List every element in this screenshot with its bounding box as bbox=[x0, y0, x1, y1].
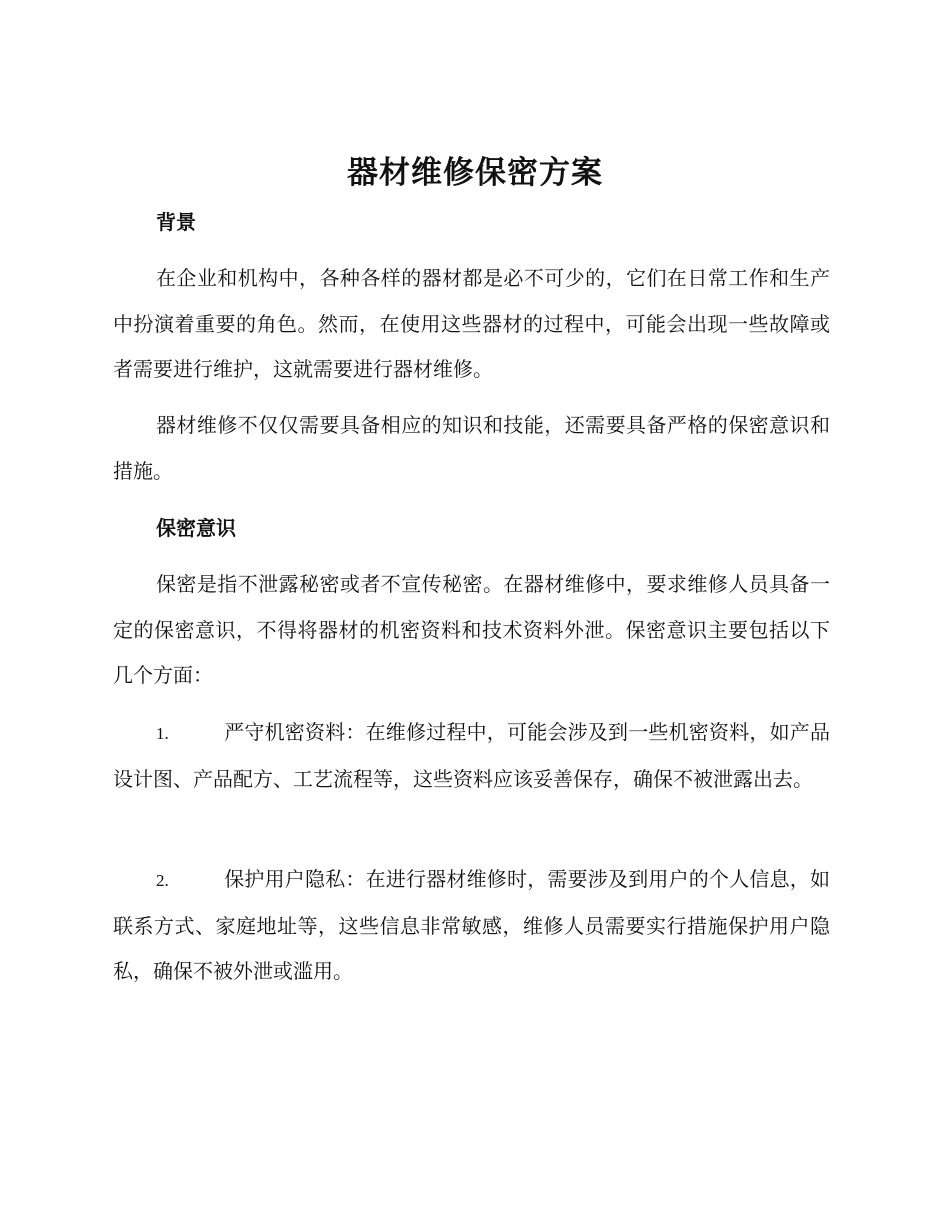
list-item-text: 严守机密资料：在维修过程中，可能会涉及到一些机密资料，如产品设计图、产品配方、工艺流程等，这些资料应该妥善保存，确保不被泄露出去。 bbox=[113, 720, 830, 791]
list-item-number: 1. bbox=[156, 724, 169, 743]
background-paragraph-2: 器材维修不仅仅需要具备相应的知识和技能，还需要具备严格的保密意识和措施。 bbox=[113, 413, 830, 483]
section-heading-confidentiality: 保密意识 bbox=[156, 516, 236, 540]
list-item bbox=[113, 710, 830, 802]
background-paragraph-1: 在企业和机构中，各种各样的器材都是必不可少的，它们在日常工作和生产中扮演着重要的角色。然而，在使用这些器材的过程中，可能会出现一些故障或者需要进行维护，这就需要进行器材维修。 bbox=[113, 266, 830, 381]
confidentiality-paragraph-1: 保密是指不泄露秘密或者不宣传秘密。在器材维修中，要求维修人员具备一定的保密意识，不得将器材的机密资料和技术资料外泄。保密意识主要包括以下几个方面： bbox=[113, 572, 830, 687]
list-item bbox=[113, 857, 830, 995]
section-heading-background: 背景 bbox=[156, 210, 196, 234]
list-item-text: 保护用户隐私：在进行器材维修时，需要涉及到用户的个人信息，如联系方式、家庭地址等，这些信息非常敏感，维修人员需要实行措施保护用户隐私，确保不被外泄或滥用。 bbox=[113, 867, 830, 983]
document-title: 器材维修保密方案 bbox=[347, 155, 603, 191]
list-item-number: 2. bbox=[156, 871, 169, 890]
